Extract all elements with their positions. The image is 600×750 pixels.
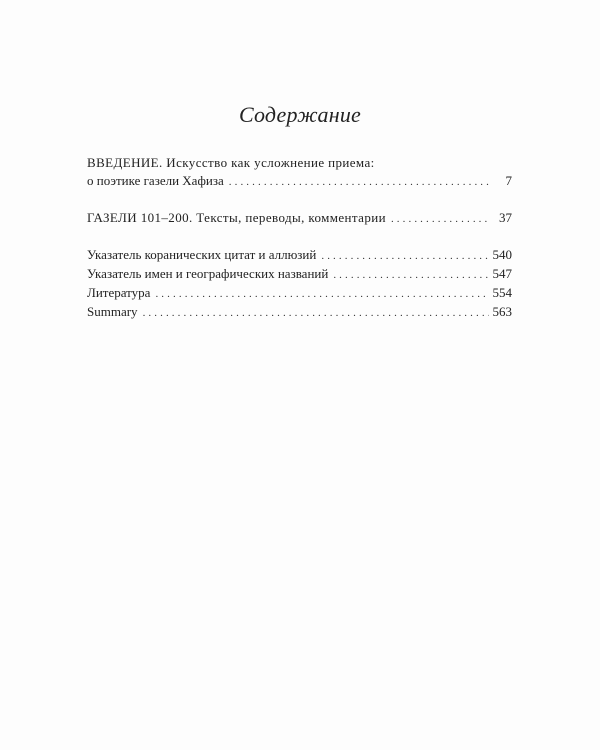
toc-entry-label: ГАЗЕЛИ 101–200. Тексты, переводы, комментарии (87, 210, 386, 225)
toc-page-number: 7 (505, 173, 512, 188)
toc-entry-ghazals[interactable] (87, 209, 512, 228)
toc-entry-intro[interactable] (87, 172, 512, 191)
toc-page-number: 563 (492, 304, 512, 319)
toc-page-number: 547 (492, 266, 512, 281)
toc-entry-intro-line1: ВВЕДЕНИЕ. Искусство как усложнение приема: (87, 155, 375, 170)
toc-entry-label: о поэтике газели Хафиза (87, 173, 224, 188)
dot-leader (391, 210, 490, 228)
dot-leader (321, 247, 488, 265)
dot-leader (143, 304, 489, 322)
dot-leader (333, 266, 488, 284)
toc-page-number: 540 (492, 247, 512, 262)
page-title: Содержание (238, 102, 361, 127)
dot-leader (155, 285, 488, 303)
table-of-contents (87, 154, 512, 322)
toc-group-intro (87, 154, 512, 191)
dot-leader (229, 173, 490, 191)
toc-page-number: 37 (499, 210, 512, 225)
toc-entry-label: Указатель имен и географических названий (87, 266, 329, 281)
toc-entry-names-index[interactable] (87, 265, 512, 284)
toc-entry-literature[interactable] (87, 284, 512, 303)
toc-entry-label: Summary (87, 304, 138, 319)
toc-group-ghazals (87, 209, 512, 228)
toc-entry-summary[interactable] (87, 303, 512, 322)
toc-entry-quran-index[interactable] (87, 246, 512, 265)
toc-entry-label: Указатель коранических цитат и аллюзий (87, 247, 317, 262)
toc-page-number: 554 (492, 285, 512, 300)
toc-entry-label: Литература (87, 285, 151, 300)
toc-group-appendix (87, 246, 512, 322)
